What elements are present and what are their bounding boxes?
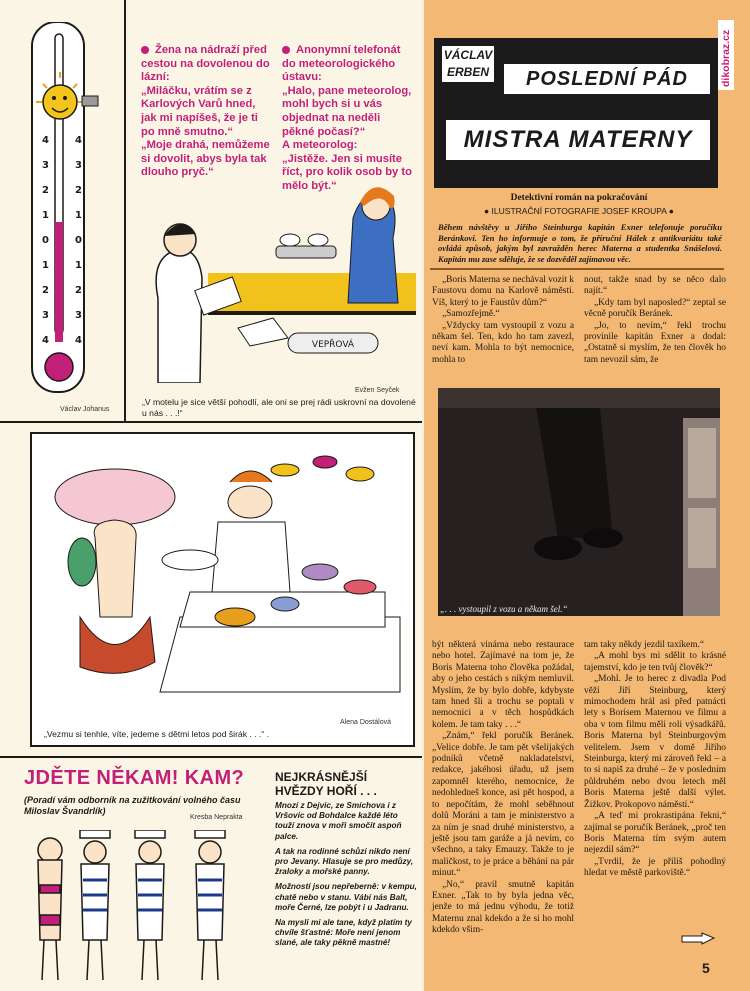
article-paragraph: „No,“ pravil smutně kapitán Exner. „Tak to by byla jedna věc, jenže to má jednu výhodu, že totiž Maternu znal kdekdo a že si ho mohl kdekdo všim- bbox=[432, 879, 574, 936]
thermometer-scale-row bbox=[42, 210, 82, 235]
illustration-photo bbox=[438, 388, 720, 616]
article-col2-bottom bbox=[584, 640, 726, 880]
thermometer-scale-row bbox=[42, 235, 82, 260]
author-box bbox=[440, 44, 496, 84]
joke-meteo-intro: Anonymní telefonát do meteorologického ústavu: bbox=[282, 44, 401, 84]
scale-label: 3 bbox=[42, 160, 49, 171]
joke-meteo-line: „Jistěže. Jen si musíte říct, pro kolik osob by to mělo být.“ bbox=[282, 152, 412, 192]
thermometer-scale-row bbox=[42, 160, 82, 185]
thermometer-scale-row bbox=[42, 310, 82, 335]
poem-stanza: Možností jsou nepřeberně: v kempu, chatě nebo v stanu. Vábí nás Balt, moře Černé, lze pobýt i u Jadranu. bbox=[275, 882, 417, 912]
title-line1-box bbox=[502, 62, 712, 96]
article-col1-top bbox=[432, 275, 574, 366]
plate-text: VEPŘOVÁ bbox=[311, 340, 355, 350]
scale-label: 4 bbox=[42, 135, 49, 146]
page-number: 5 bbox=[702, 960, 710, 976]
article-paragraph: „Tvrdil, že je příliš pohodlný hledat ve městě parkoviště.“ bbox=[584, 856, 726, 879]
author-first: VÁCLAV bbox=[443, 48, 493, 62]
photo-caption: „. . . vystoupil z vozu a někam šel.“ bbox=[440, 604, 568, 614]
jdete-heading: JDĚTE NĚKAM! KAM? bbox=[24, 767, 245, 789]
article-paragraph: „Vždycky tam vystoupil z vozu a někam šel. Ten, kdo ho tam zavezl, neví kam. Mohla to být nemocnice, mohla to bbox=[432, 320, 574, 365]
scale-label: 2 bbox=[75, 185, 82, 196]
article-col1-bottom bbox=[432, 640, 574, 937]
thermometer-credit: Václav Johanus bbox=[60, 406, 110, 413]
cartoon2-credit: Alena Dostálová bbox=[340, 719, 391, 726]
scale-label: 1 bbox=[42, 260, 49, 271]
scale-label: 2 bbox=[42, 185, 49, 196]
cartoon1-caption: „V motelu je sice větší pohodlí, ale oni se prej rádi uskrovní na dovolené u nás . . .!“ bbox=[142, 397, 416, 418]
poem-body bbox=[275, 801, 417, 954]
scale-label: 3 bbox=[42, 310, 49, 321]
thermometer-scale bbox=[42, 135, 82, 360]
thermometer-scale-row bbox=[42, 135, 82, 160]
scale-label: 3 bbox=[75, 310, 82, 321]
author-last: ERBEN bbox=[446, 65, 489, 79]
serial-column bbox=[424, 0, 750, 991]
article-paragraph: „Jo, to nevím,“ řekl trochu provinile kapitán Exner a dodal: „Ostatně si myslím, že ten člověk ho tam nevozil sám, že bbox=[584, 320, 726, 365]
jdete-credit: Kresba Neprakta bbox=[190, 814, 243, 821]
article-col2-top bbox=[584, 275, 726, 366]
scale-label: 0 bbox=[75, 235, 82, 246]
thermometer-scale-row bbox=[42, 285, 82, 310]
article-paragraph: být některá vinárna nebo restaurace nebo hotel. Zajímavé na tom je, že Boris Materna toho člověka požádal, aby o jeho cestách s nikým nemluvil. Myslím, že by bylo dobře, kdybyste tam hned šli a trochu se poptali v nemocnici a v těch hospůdkách kolem. Je tam taky . . .“ bbox=[432, 640, 574, 730]
joke-meteo-line: A meteorolog: bbox=[282, 139, 358, 152]
serial-lead: Během návštěvy u Jiřího Steinburga kapitán Exner telefonuje poručíku Beránkovi. Ten ho informuje o tom, že příruční Hálek z antikvariátu také ovládá způsob, jakým byl zavražděn herec Materna a studentka Snášelová. Kapitán mu zase sděluje, že se dozvěděl zajímavou věc. bbox=[438, 222, 722, 264]
jdete-subtitle: (Poradí vám odborník na zužitkování volného času Miloslav Švandrlík) bbox=[24, 795, 241, 816]
waiter-cartoon bbox=[138, 178, 416, 383]
scale-label: 4 bbox=[75, 135, 82, 146]
thermometer-scale-row bbox=[42, 335, 82, 360]
joke-spa-line: „Miláčku, vrátím se z Karlových Varů hned, jak mi napíšeš, že je ti po mně smutno.“ bbox=[141, 84, 258, 138]
article-paragraph: „Kdy tam byl naposled?“ zeptal se věcně poručík Beránek. bbox=[584, 297, 726, 320]
poem-stanza: A tak na rodinné schůzi nikdo není pro Jevany. Hlasuje se pro medůzy, žraloky a mořské panny. bbox=[275, 846, 414, 877]
title-line2-box bbox=[444, 118, 712, 162]
joke-meteorologist bbox=[282, 44, 412, 194]
thermometer-scale-row bbox=[42, 185, 82, 210]
serial-photo-credit: ● ILUSTRAČNÍ FOTOGRAFIE JOSEF KROUPA ● bbox=[484, 206, 674, 216]
joke-spa bbox=[141, 44, 271, 180]
scale-label: 0 bbox=[42, 235, 49, 246]
poem-stanza: Mnozí z Dejvic, ze Smíchova i z Vršovic od Bohdalce každé léto touží znova v moři smočit aspoň palce. bbox=[275, 801, 402, 841]
thermometer-scale-row bbox=[42, 260, 82, 285]
poem-title: NEJKRÁSNĚJŠÍ HVĚZDY HOŘÍ . . . bbox=[275, 770, 377, 798]
article-paragraph: „Mohl. Je to herec z divadla Pod věží Jiří Steinburg, který mimochodem hrál asi před patnácti lety s Borisem Maternou ve filmu a oba v tom filmu měli roli výsadkářů. Boris Materna byl Steinburgovým velitelem. Jsem v domě Jiřího Steinburga, který mi zároveň řekl – a to si napiš za druhé – že v posledním půldruhém nebo dvou letech měl Boris Materna ještě další výlet. Žižkov. Prokopovo náměstí.“ bbox=[584, 674, 726, 810]
beach-figures-cartoon bbox=[20, 830, 268, 985]
serial-kicker: Detektivní román na pokračování bbox=[510, 193, 648, 203]
bullet-icon bbox=[282, 46, 290, 54]
scale-label: 3 bbox=[75, 160, 82, 171]
article-paragraph: tam taky někdy jezdil taxíkem.“ bbox=[584, 640, 705, 650]
article-paragraph: „A teď mi prokrastipána řekni,“ zajímal se poručík Beránek, „proč ten Boris Materna tím svým autem nejezdil sám?“ bbox=[584, 811, 726, 856]
poem-stanza: Na mysli mi ale tane, když platím ty chvíle šťastné: Moře není jenom slané, ale taky pěkně mastné! bbox=[275, 918, 412, 948]
scale-label: 4 bbox=[75, 335, 82, 346]
scale-label: 4 bbox=[42, 335, 49, 346]
article-paragraph: nout, takže snad by se něco dalo najít.“ bbox=[584, 275, 726, 297]
cartoon1-credit: Evžen Seyček bbox=[355, 387, 400, 394]
article-paragraph: „Samozřejmě.“ bbox=[442, 309, 500, 320]
side-label: dikobraz.cz bbox=[718, 20, 734, 90]
joke-spa-line: „Moje drahá, nemůžeme si dovolit, abys byla tak dlouho pryč.“ bbox=[141, 139, 270, 179]
pointing-hand-icon bbox=[680, 930, 720, 950]
scale-label: 1 bbox=[75, 210, 82, 221]
title-line1: POSLEDNÍ PÁD bbox=[525, 68, 689, 90]
title-line2: MISTRA MATERNY bbox=[463, 126, 693, 153]
joke-meteo-line: „Halo, pane meteorolog, mohl bych si u vás objednat na neděli pěkné počasí?“ bbox=[282, 84, 412, 138]
scale-label: 2 bbox=[42, 285, 49, 296]
cartoon2-caption: „Vezmu si tenhle, víte, jedeme s dětmi letos pod širák . . .“ . bbox=[44, 729, 269, 739]
scale-label: 1 bbox=[75, 260, 82, 271]
joke-spa-intro: Žena na nádraží před cestou na dovolenou do lázní: bbox=[141, 44, 270, 84]
article-paragraph: „Boris Materna se nechával vozit k Faustovu domu na Karlově náměstí. Víš, který to je Faustův dům?“ bbox=[432, 275, 574, 308]
article-paragraph: „A mohl bys mi sdělit to krásné tajemství, kdo je ten tvůj člověk?“ bbox=[584, 651, 726, 673]
scale-label: 2 bbox=[75, 285, 82, 296]
hat-shop-cartoon bbox=[40, 442, 405, 702]
bullet-icon bbox=[141, 46, 149, 54]
article-paragraph: „Znám,“ řekl poručík Beránek. „Velice dobře. Je tam pět všelijakých podniků včetně nakladatelství, redakce, jakéhosi úřadu, už jsem zapomněl kterého, nemocnice, že nedohledneš konce, asi pět hospod, a to nepočítám, že mohl seběhnout dolů Moráni a tam je ministerstvo a za ním je snad druhé ministerstvo, a ještě jsou tam garáže a já nevím, co všechno, a taky Emauzy. Takže to je maličkost, to je práce a běhání na pár minut.“ bbox=[432, 731, 574, 879]
scale-label: 1 bbox=[42, 210, 49, 221]
